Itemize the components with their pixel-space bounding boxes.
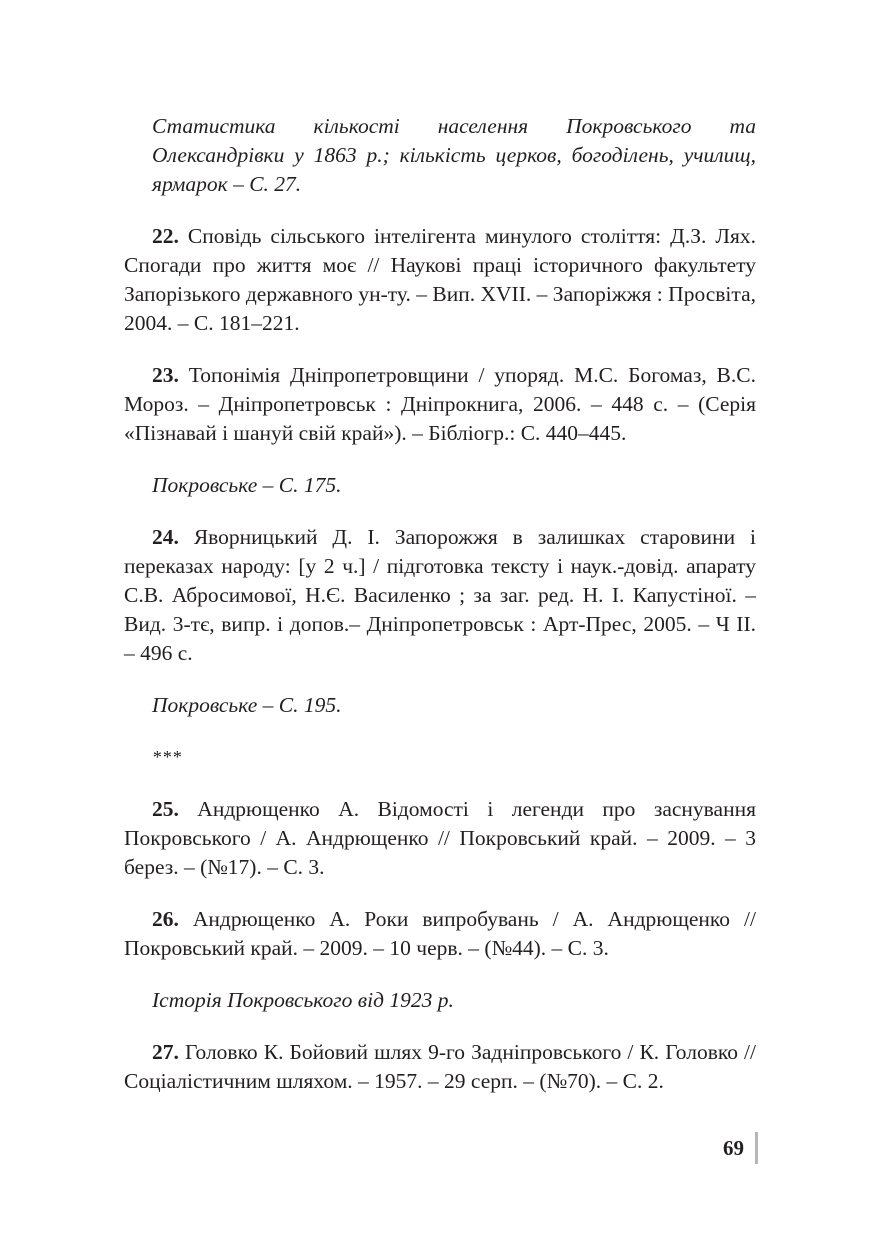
bibliography-entry (124, 1038, 756, 1096)
bibliography-entry (124, 905, 756, 963)
entry-text: Яворницький Д. І. Запорожжя в залишках старовини і переказах народу: [у 2 ч.] / підготовка тексту і наук.-довід. апарату С.В. Абросимової, Н.Є. Василенко ; за заг. ред. Н. І. Капустіної. – Вид. 3-тє, випр. і допов.– Дніпропетровськ : Арт-Прес, 2005. – Ч ІІ. – 496 с. (124, 525, 756, 665)
entry-annotation: Покровське – С. 195. (152, 693, 342, 717)
section-separator: *** (152, 747, 182, 767)
entry-annotation: Історія Покровського від 1923 р. (152, 988, 454, 1012)
bibliography-entry (124, 361, 756, 448)
entry-text: Головко К. Бойовий шлях 9-го Задніпровського / К. Головко // Соціалістичним шляхом. – 1957. – 29 серп. – (№70). – С. 2. (124, 1040, 756, 1093)
page-number: 69 (723, 1136, 744, 1160)
bibliography-entry (124, 523, 756, 668)
entry-annotation: Статистика кількості населення Покровського та Олександрівки у 1863 р.; кількість церков, богоділень, училищ, ярмарок – С. 27. (152, 114, 756, 196)
entry-number: 24. (152, 525, 179, 549)
entry-number: 25. (152, 797, 179, 821)
entry-number: 26. (152, 907, 179, 931)
entry-number: 27. (152, 1040, 179, 1064)
entry-text: Сповідь сільського інтелігента минулого століття: Д.З. Лях. Спогади про життя моє // Наукові праці історичного факультету Запорізького державного ун-ту. – Вип. XVII. – Запоріжжя : Просвіта, 2004. – С. 181–221. (124, 224, 756, 335)
bibliography-entry (124, 222, 756, 338)
entry-text: Топонімія Дніпропетровщини / упоряд. М.С. Богомаз, В.С. Мороз. – Дніпропетровськ : Дніпрокнига, 2006. – 448 с. – (Серія «Пізнавай і шануй свій край»). – Бібліогр.: С. 440–445. (124, 363, 756, 445)
entry-number: 23. (152, 363, 179, 387)
entry-number: 22. (152, 224, 179, 248)
bibliography-entry (124, 795, 756, 882)
entry-text: Андрющенко А. Відомості і легенди про заснування Покровського / А. Андрющенко // Покровський край. – 2009. – 3 берез. – (№17). – С. 3. (124, 797, 756, 879)
page-number-rule (755, 1132, 758, 1164)
entry-text: Андрющенко А. Роки випробувань / А. Андрющенко // Покровський край. – 2009. – 10 черв. – (№44). – С. 3. (124, 907, 756, 960)
entry-annotation: Покровське – С. 175. (152, 473, 342, 497)
page-footer (700, 1132, 762, 1166)
bibliography-page (124, 112, 756, 1119)
